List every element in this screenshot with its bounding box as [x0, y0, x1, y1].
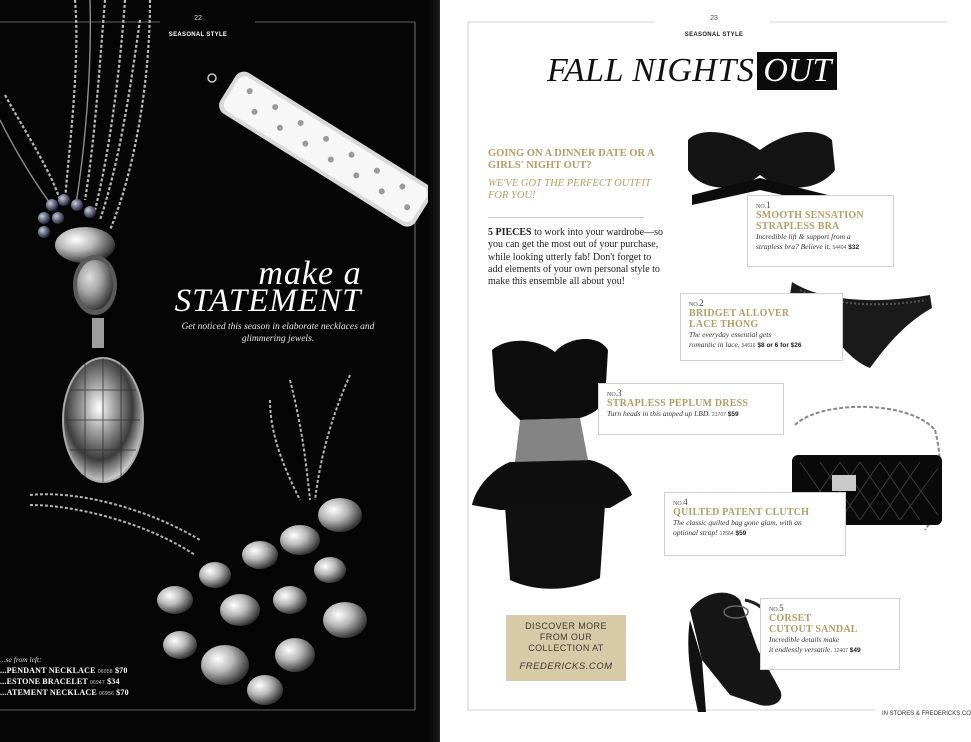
product-card-5[interactable] — [760, 598, 900, 670]
product-desc: The classic quilted bag gone glam, with an — [673, 518, 802, 527]
product-name: BRIDGET ALLOVER — [689, 308, 790, 319]
credit-sku: 06947 — [89, 680, 105, 686]
credit-name: ...ESTONE BRACELET — [0, 677, 88, 686]
product-sku: 54404 — [832, 245, 847, 251]
credit-name: ...ATEMENT NECKLACE — [0, 688, 97, 697]
credit-price: $70 — [116, 688, 129, 697]
product-name: QUILTED PATENT CLUTCH — [673, 507, 810, 518]
product-card-2[interactable] — [680, 293, 843, 361]
statement-subtitle: Get noticed this season in elaborate necklaces and glimmering jewels. — [181, 322, 375, 344]
product-price: $8 or 6 for $26 — [757, 342, 802, 349]
credit-price: $34 — [107, 677, 120, 686]
credit-line-2 — [0, 677, 120, 686]
collection-cta[interactable] — [506, 615, 626, 681]
cta-url-link[interactable]: FREDERICKS.COM — [519, 661, 613, 672]
product-number: NO.1 — [756, 200, 771, 210]
cta-text — [506, 621, 626, 654]
page-number: 23 — [710, 15, 718, 22]
product-price: $32 — [848, 244, 860, 251]
product-sku: 12564 — [719, 531, 734, 537]
left-page — [0, 0, 440, 742]
product-desc-line2: romantic in lace. 54616 $8 or 6 for $26 — [689, 340, 802, 349]
product-desc-line2: strapless bra? Believe it. 54404 $32 — [756, 242, 860, 251]
product-sku: 21707 — [712, 412, 726, 418]
intro-heading: GOING ON A DINNER DATE OR A GIRLS' NIGHT OUT? — [488, 148, 655, 171]
credit-line-3 — [0, 688, 129, 697]
product-number: NO.3 — [607, 388, 622, 398]
fall-nights-title — [547, 52, 917, 94]
intro-body — [488, 227, 668, 288]
intro-tagline: WE'VE GOT THE PERFECT OUTFIT FOR YOU! — [488, 178, 651, 201]
product-name-line2: CUTOUT SANDAL — [769, 624, 858, 635]
cta-line-3: COLLECTION AT — [528, 643, 604, 653]
product-desc: Incredible lift & support from a — [756, 232, 851, 241]
product-number: NO.5 — [769, 603, 784, 613]
title-part-1: FALL NIGHTS — [547, 52, 755, 89]
product-card-1[interactable] — [747, 195, 894, 267]
footer-text: IN STORES & FREDERICKS.CO — [882, 711, 971, 717]
product-price: $49 — [849, 647, 861, 654]
section-label: SEASONAL STYLE — [168, 32, 228, 38]
credit-name: ...PENDANT NECKLACE — [0, 666, 96, 675]
product-name: STRAPLESS PEPLUM DRESS — [607, 398, 749, 409]
product-name-line2: LACE THONG — [689, 319, 759, 330]
product-desc-line2: it endlessly versatile. 12407 $49 — [769, 645, 861, 654]
right-page — [440, 0, 971, 742]
product-name: SMOOTH SENSATION — [756, 210, 864, 221]
product-card-3[interactable] — [598, 383, 784, 435]
product-number: NO.2 — [689, 298, 704, 308]
product-sku: 54616 — [741, 343, 756, 349]
page-number: 22 — [194, 15, 202, 22]
product-desc-line2: optional strap! 12564 $59 — [673, 528, 747, 537]
product-desc: The everyday essential gets — [689, 330, 772, 339]
jewelry-photo — [0, 0, 440, 742]
divider — [488, 217, 644, 218]
product-price: $59 — [735, 530, 747, 537]
dress-image — [472, 339, 632, 589]
credit-sku: 06958 — [97, 669, 113, 675]
product-price: $59 — [727, 411, 739, 418]
credit-sku: 06956 — [99, 691, 114, 697]
statement-title-line2: STATEMENT — [174, 283, 362, 319]
product-sku: 12407 — [833, 648, 848, 654]
cta-line-1: DISCOVER MORE — [525, 621, 607, 631]
cta-line-2: FROM OUR — [539, 632, 593, 642]
credits-intro: ...se from left: — [0, 655, 42, 664]
product-number: NO.4 — [673, 497, 688, 507]
credit-line-1 — [0, 666, 128, 675]
statement-title-line1: make a — [258, 255, 362, 292]
product-desc: Incredible details make — [769, 635, 840, 644]
title-part-2: OUT — [757, 52, 837, 90]
intro-bold: 5 PIECES — [488, 227, 532, 238]
intro-text: to work into your wardrobe—so you can get the most out of your purchase, while looking utterly fab! Don't forget to add elements of your own personal style to make this ensemble all about you! — [488, 227, 663, 288]
product-name-line2: STRAPLESS BRA — [756, 221, 840, 232]
credit-price: $70 — [114, 666, 128, 675]
product-desc: Turn heads in this amped up LBD. 21707 $59 — [607, 409, 739, 418]
product-card-4[interactable] — [664, 492, 846, 556]
section-label: SEASONAL STYLE — [684, 32, 744, 38]
product-name: CORSET — [769, 613, 812, 624]
